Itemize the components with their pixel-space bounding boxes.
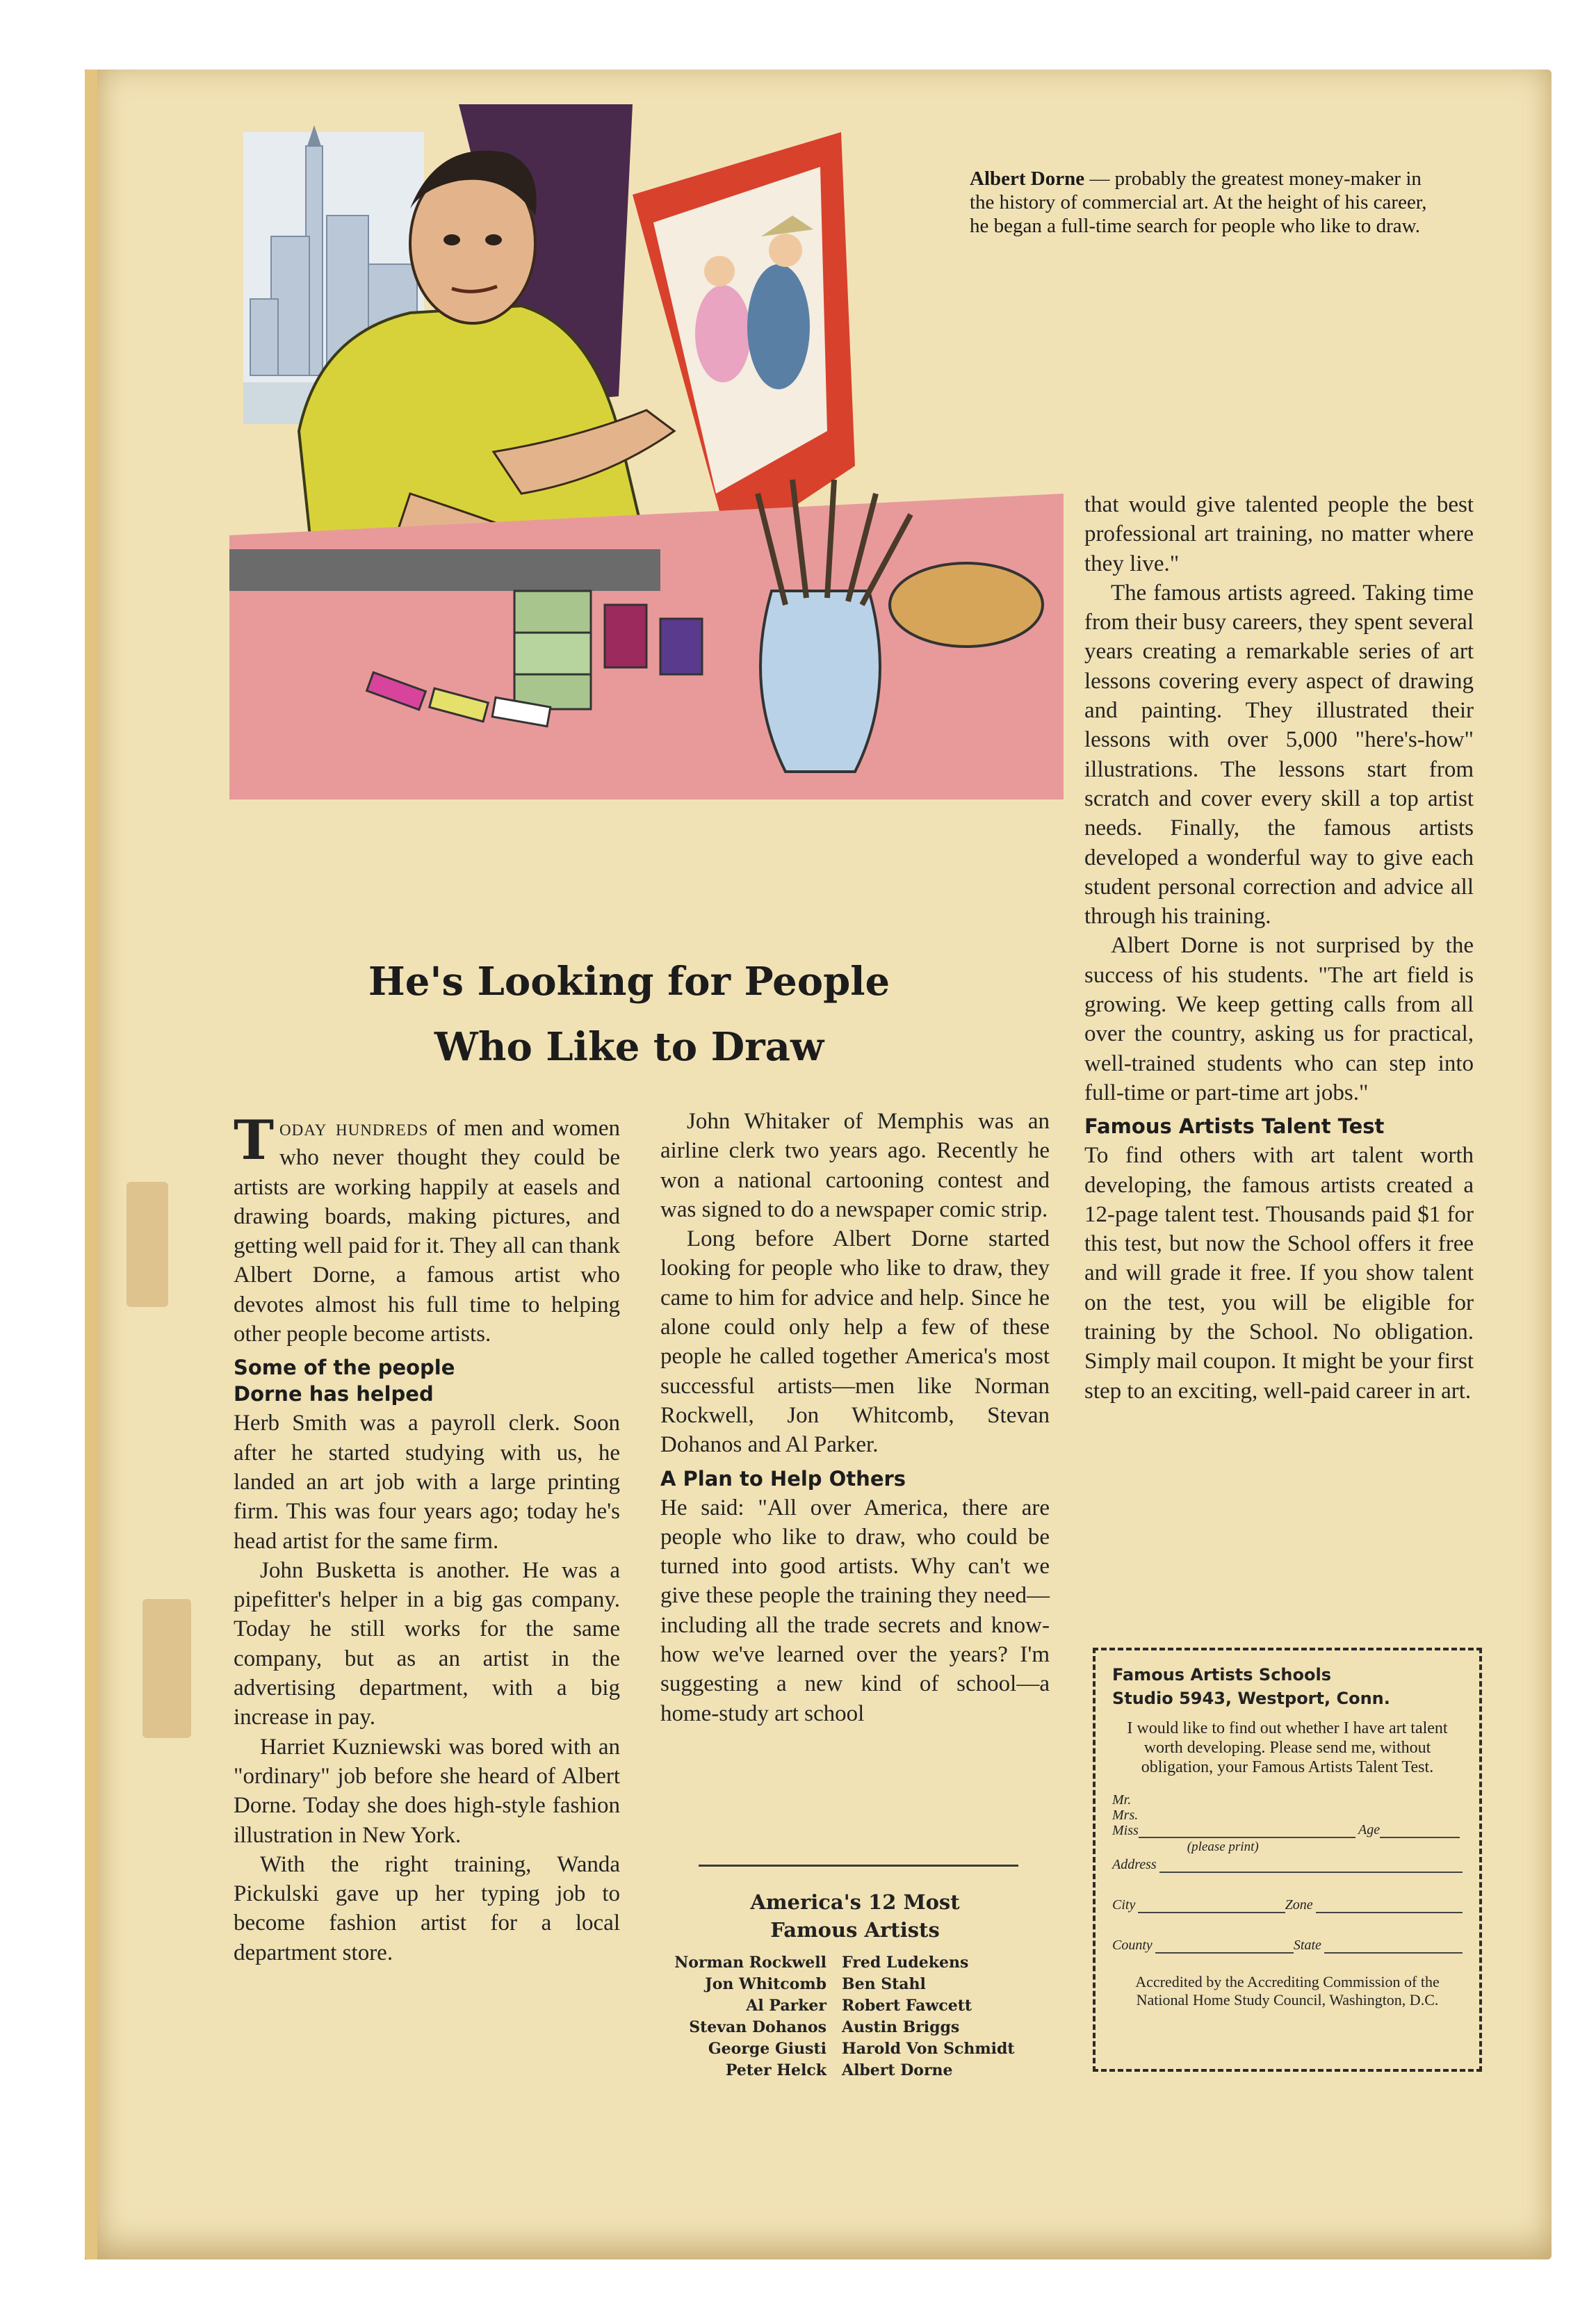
accreditation-note: Accredited by the Accrediting Commission of the National Home Study Council, Washington, D.C. (1135, 1973, 1440, 2008)
artist-name: Ben Stahl (842, 1975, 926, 1993)
column1-paragraph-2: Herb Smith was a payroll clerk. Soon after he started studying with us, he landed an art job with a large printing firm. This was four years ago; today he's head artist for the same firm. (234, 1411, 620, 1554)
name-line[interactable] (1139, 1809, 1355, 1854)
headline (250, 949, 1008, 1080)
artist-name: Al Parker (746, 1997, 826, 2015)
artist-row (664, 2060, 1067, 2081)
article-column-3 (1084, 490, 1474, 1406)
artists-title-line-1: America's 12 Most (750, 1890, 960, 1914)
artists-box-title (660, 1888, 1050, 1944)
column3-paragraph-1: that would give talented people the best professional art training, no matter where they live." (1084, 492, 1474, 576)
divider-rule (699, 1865, 1018, 1867)
artist-name: Austin Briggs (842, 2018, 960, 2036)
column3-paragraph-3: Albert Dorne is not surprised by the success of his students. "The art field is growing. We keep getting calls from all over the country, asking us for practical, well-trained students who can step into full-time or part-time art jobs." (1084, 933, 1474, 1105)
column1-paragraph-1 (234, 1109, 620, 1349)
coupon-school-name: Famous Artists Schools (1112, 1665, 1331, 1685)
artist-row (664, 2038, 1067, 2060)
column3-paragraph-2: The famous artists agreed. Taking time from their busy careers, they spent several years creating a remarkable series of art lessons covering every aspect of drawing and painting. They illustrated their lessons with over 5,000 "here's-how" illustrations. The lessons start from scratch and cover every skill a top artist needs. Finally, the famous artists developed a wonderful way to give each student personal correction and advice all through his training. (1084, 580, 1474, 930)
city-label: City (1112, 1897, 1136, 1913)
county-line[interactable] (1155, 1938, 1294, 1954)
tape-mark (142, 1599, 191, 1738)
column1-heading-line-1: Some of the people (234, 1356, 455, 1380)
drop-cap: T (234, 1109, 275, 1172)
address-field[interactable] (1112, 1852, 1463, 1873)
artist-name: Robert Fawcett (842, 1997, 972, 2015)
albert-dorne-illustration (229, 104, 1064, 939)
column3-paragraph-4: To find others with art talent worth developing, the famous artists created a 12-page talent test. Thousands paid $1 for this test, but now the School offers it free and will grade it free. If you show talent on the test, you will be eligible for training by the School. No obligation. Simply mail coupon. It might be your first step to an exciting, well-paid career in art. (1084, 1143, 1474, 1404)
state-label: State (1293, 1938, 1321, 1953)
artist-name: George Giusti (708, 2040, 826, 2058)
artist-name: Albert Dorne (842, 2061, 953, 2079)
column1-paragraph-3: John Busketta is another. He was a pipefitter's helper in a big gas company. Today he still works for the same company, but as an artist in the advertising department, with a big increase in pay. (234, 1557, 620, 1730)
artist-name: Stevan Dohanos (689, 2018, 826, 2036)
age-label: Age (1358, 1822, 1381, 1837)
artist-name: Peter Helck (725, 2061, 826, 2079)
artist-row (664, 2017, 1067, 2038)
lead-small-caps: oday hundreds (279, 1116, 429, 1141)
illustration-caption (970, 167, 1442, 238)
article-column-2 (660, 1107, 1050, 1728)
title-label-mr: Mr. (1112, 1792, 1132, 1808)
caption-name: Albert Dorne (970, 168, 1085, 190)
mail-coupon[interactable] (1093, 1648, 1482, 2072)
column2-paragraph-3: He said: "All over America, there are people who like to draw, who could be turned into good artists. Why can't we give these people the training they need—including all the trade secrets and know-how we've learned over the years? I'm suggesting a new kind of school—a home-study art school (660, 1495, 1050, 1726)
column1-paragraph-4: Harriet Kuzniewski was bored with an "ordinary" job before she heard of Albert Dorne. Today she does high-style fashion illustration in New York. (234, 1734, 620, 1848)
title-labels (1112, 1792, 1139, 1838)
artist-name: Jon Whitcomb (705, 1975, 826, 1993)
print-hint: (please print) (1187, 1840, 1259, 1854)
artist-row (664, 1995, 1067, 2017)
name-field[interactable] (1112, 1792, 1463, 1854)
county-state-field[interactable] (1112, 1933, 1463, 1954)
artist-row (664, 1974, 1067, 1995)
address-label: Address (1112, 1857, 1157, 1872)
title-label-miss: Miss (1112, 1823, 1139, 1838)
headline-line-2: Who Like to Draw (434, 1024, 824, 1070)
article-column-1 (234, 1109, 620, 1967)
county-label: County (1112, 1938, 1153, 1953)
tape-mark (127, 1182, 168, 1307)
column1-heading-line-2: Dorne has helped (234, 1382, 434, 1406)
state-line[interactable] (1324, 1938, 1463, 1954)
coupon-school-address: Studio 5943, Westport, Conn. (1112, 1689, 1390, 1708)
caption-text: — probably the greatest money-maker in the history of commercial art. At the height of his career, he began a full-time search for people who like to draw. (970, 168, 1427, 237)
age-line[interactable] (1380, 1810, 1460, 1838)
artists-title-line-2: Famous Artists (770, 1918, 940, 1942)
artist-name: Norman Rockwell (674, 1954, 826, 1972)
headline-line-1: He's Looking for People (368, 959, 890, 1005)
title-label-mrs: Mrs. (1112, 1808, 1139, 1823)
zone-label: Zone (1285, 1897, 1313, 1913)
coupon-fields (1112, 1792, 1463, 2009)
artist-name: Fred Ludekens (842, 1954, 969, 1972)
city-line[interactable] (1138, 1898, 1285, 1913)
column2-paragraph-2: Long before Albert Dorne started looking for people who like to draw, they came to him for advice and help. Since he alone could only help a few of these people he called together America's most successful artists—men like Norman Rockwell, Jon Whitcomb, Stevan Dohanos and Al Parker. (660, 1226, 1050, 1458)
famous-artists-list (664, 1952, 1067, 2081)
column2-paragraph-1: John Whitaker of Memphis was an airline clerk two years ago. Recently he won a national cartooning contest and was signed to do a newspaper comic strip. (660, 1109, 1050, 1222)
zone-line[interactable] (1316, 1898, 1463, 1913)
address-line[interactable] (1159, 1858, 1463, 1873)
coupon-request: I would like to find out whether I have art talent worth developing. Please send me, without obligation, your Famous Artists Talent Test. (1127, 1719, 1448, 1776)
column1-p1-text: of men and women who never thought they could be artists are working happily at easels and drawing boards, making pictures, and getting well paid for it. They all can thank Albert Dorne, a famous artist who devotes almost his full time to helping other people become artists. (234, 1116, 620, 1347)
column2-heading: A Plan to Help Others (660, 1466, 906, 1491)
column1-paragraph-5: With the right training, Wanda Pickulski gave up her typing job to become fashion artist for a local department store. (234, 1851, 620, 1965)
artist-name: Harold Von Schmidt (842, 2040, 1015, 2058)
column1-heading (234, 1354, 620, 1407)
age-field[interactable] (1358, 1810, 1463, 1838)
city-zone-field[interactable] (1112, 1892, 1463, 1913)
column3-heading: Famous Artists Talent Test (1084, 1114, 1385, 1139)
artist-row (664, 1952, 1067, 1974)
